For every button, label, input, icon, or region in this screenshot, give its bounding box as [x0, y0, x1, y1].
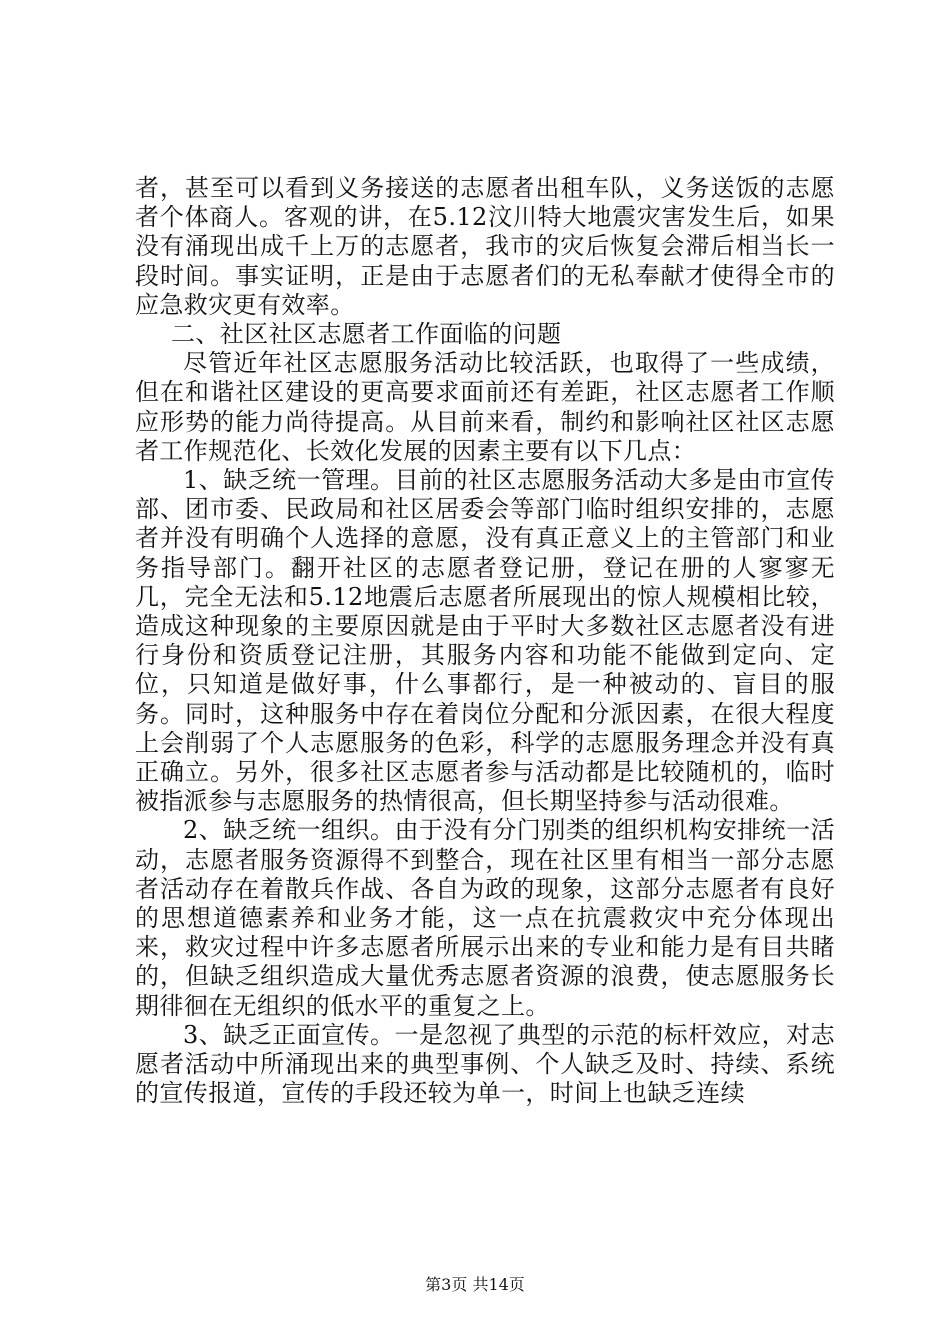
paragraph-point-2: 2、缺乏统一组织。由于没有分门别类的组织机构安排统一活动，志愿者服务资源得不到整合，现在社区里有相当一部分志愿者活动存在着散兵作战、各自为政的现象，这部分志愿者有良好的思想道德素养和业务才能，这一点在抗震救灾中充分体现出来，救灾过程中许多志愿者所展示出来的专业和能力是有目共睹的，但缺乏组织造成大量优秀志愿者资源的浪费，使志愿服务长期徘徊在无组织的低水平的重复之上。 — [135, 816, 835, 1020]
paragraph-point-3: 3、缺乏正面宣传。一是忽视了典型的示范的标杆效应，对志愿者活动中所涌现出来的典型事例、个人缺乏及时、持续、系统的宣传报道，宣传的手段还较为单一，时间上也缺乏连续 — [135, 1020, 835, 1108]
page-footer — [0, 1275, 950, 1295]
section-heading: 二、社区社区志愿者工作面临的问题 — [171, 320, 562, 349]
paragraph-intro: 尽管近年社区志愿服务活动比较活跃，也取得了一些成绩，但在和谐社区建设的更高要求面前还有差距，社区志愿者工作顺应形势的能力尚待提高。从目前来看，制约和影响社区社区志愿者工作规范化、长效化发展的因素主要有以下几点： — [135, 349, 835, 465]
paragraph-point-1: 1、缺乏统一管理。目前的社区志愿服务活动大多是由市宣传部、团市委、民政局和社区居委会等部门临时组织安排的，志愿者并没有明确个人选择的意愿，没有真正意义上的主管部门和业务指导部门。翻开社区的志愿者登记册，登记在册的人寥寥无几，完全无法和5.12地震后志愿者所展现出的惊人规模相比较，造成这种现象的主要原因就是由于平时大多数社区志愿者没有进行身份和资质登记注册，其服务内容和功能不能做到定向、定位，只知道是做好事，什么事都行，是一种被动的、盲目的服务。同时，这种服务中存在着岗位分配和分派因素，在很大程度上会削弱了个人志愿服务的色彩，科学的志愿服务理念并没有真正确立。另外，很多社区志愿者参与活动都是比较随机的，临时被指派参与志愿服务的热情很高，但长期坚持参与活动很难。 — [135, 466, 835, 816]
paragraph-continuation: 者，甚至可以看到义务接送的志愿者出租车队，义务送饭的志愿者个体商人。客观的讲，在5.12汶川特大地震灾害发生后，如果没有涌现出成千上万的志愿者，我市的灾后恢复会滞后相当长一段时间。事实证明，正是由于志愿者们的无私奉献才使得全市的应急救灾更有效率。 — [135, 174, 835, 319]
document-body — [135, 174, 835, 1109]
page-number-label: 第3页 共14页 — [425, 1275, 525, 1294]
